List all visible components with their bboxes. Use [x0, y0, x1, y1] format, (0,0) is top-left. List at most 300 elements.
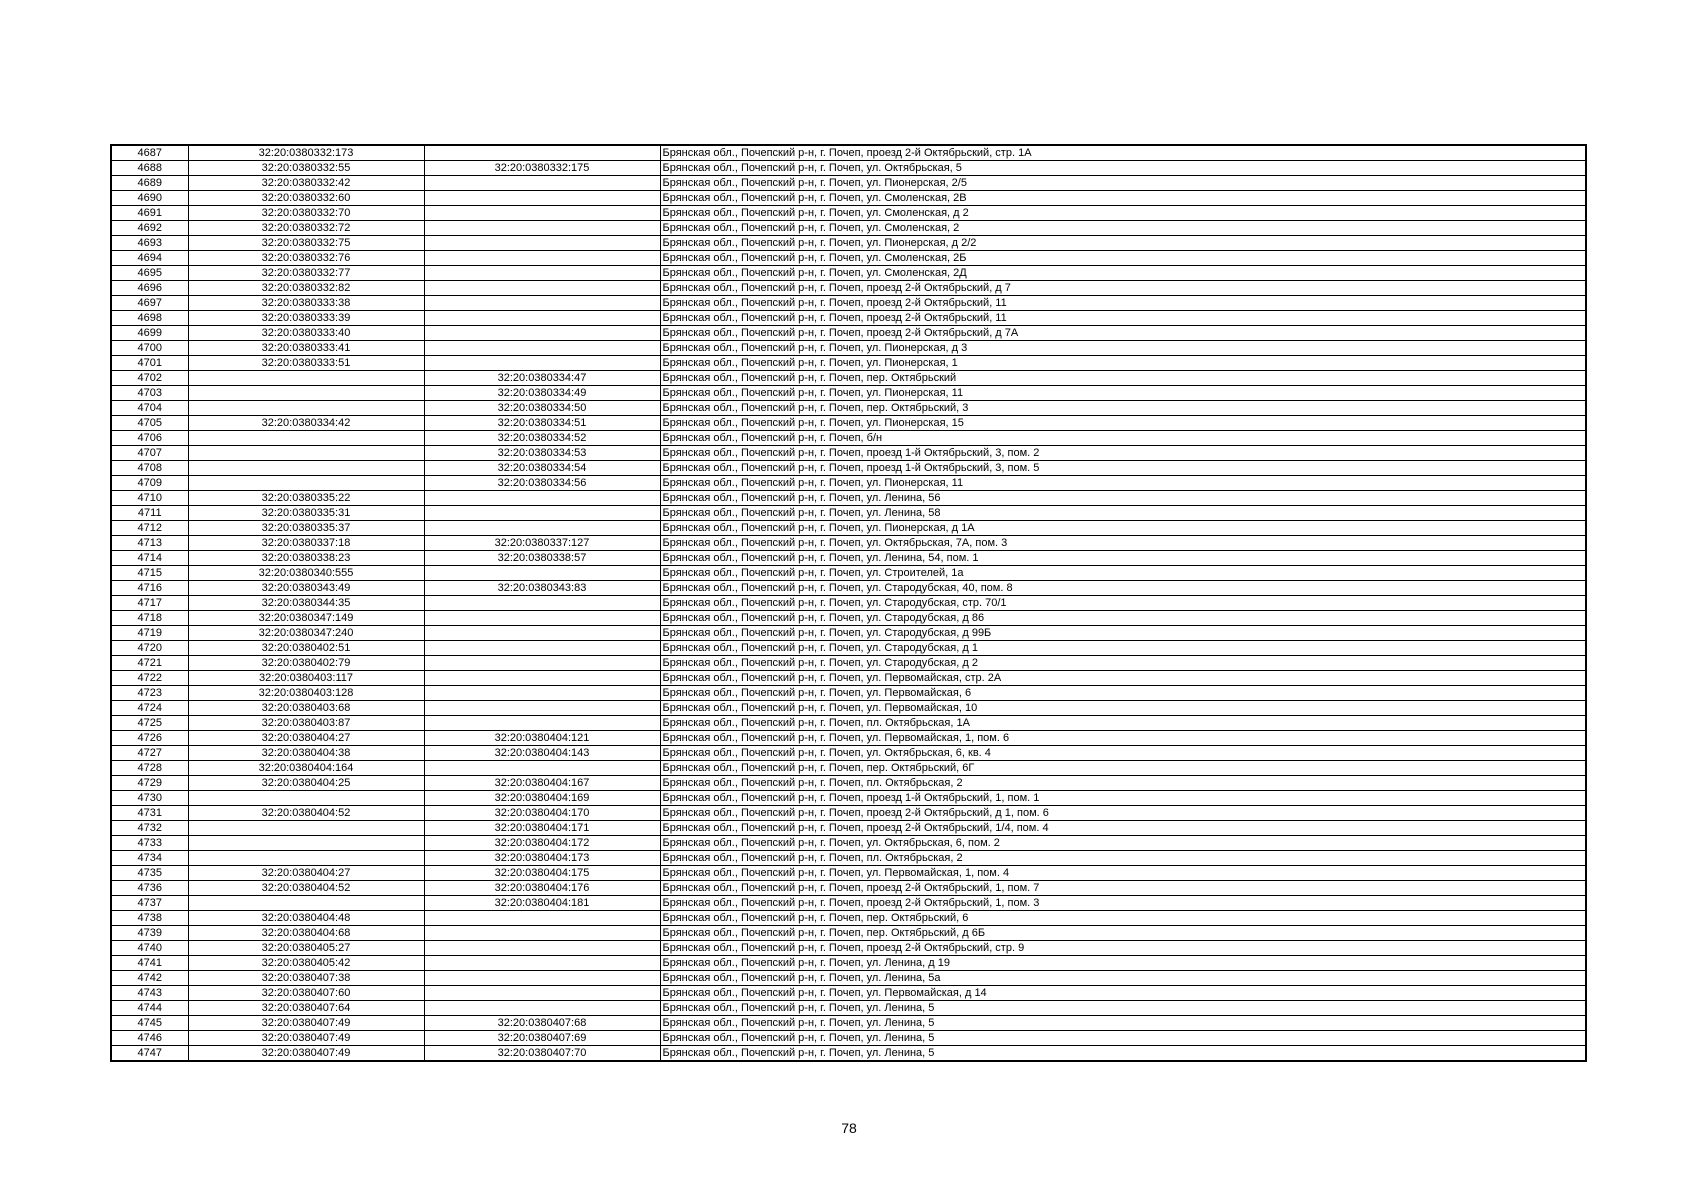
page-number: 78: [841, 1120, 857, 1136]
row-number-cell: 4704: [111, 401, 188, 416]
row-number-cell: 4742: [111, 971, 188, 986]
address-cell: Брянская обл., Почепский р-н, г. Почеп, пер. Октябрьский, 3: [660, 401, 1586, 416]
address-cell: Брянская обл., Почепский р-н, г. Почеп, ул. Первомайская, д 14: [660, 986, 1586, 1001]
table-row: [111, 341, 1586, 356]
row-number-cell: 4702: [111, 371, 188, 386]
row-number-cell: 4719: [111, 626, 188, 641]
row-number-cell: 4733: [111, 836, 188, 851]
row-number-cell: 4722: [111, 671, 188, 686]
address-cell: Брянская обл., Почепский р-н, г. Почеп, ул. Ленина, 5: [660, 1016, 1586, 1031]
table-row: [111, 506, 1586, 521]
row-number-cell: 4728: [111, 761, 188, 776]
cadastral-number-cell: 32:20:0380332:82: [188, 281, 424, 296]
cadastral-number-cell: 32:20:0380332:55: [188, 161, 424, 176]
row-number-cell: 4698: [111, 311, 188, 326]
table-row: [111, 401, 1586, 416]
address-cell: Брянская обл., Почепский р-н, г. Почеп, проезд 2-й Октябрьский, 1/4, пом. 4: [660, 821, 1586, 836]
address-cell: Брянская обл., Почепский р-н, г. Почеп, ул. Стародубская, д 1: [660, 641, 1586, 656]
related-cadastral-number-cell: [424, 1001, 660, 1016]
address-cell: Брянская обл., Почепский р-н, г. Почеп, проезд 1-й Октябрьский, 1, пом. 1: [660, 791, 1586, 806]
related-cadastral-number-cell: 32:20:0380332:175: [424, 161, 660, 176]
address-cell: Брянская обл., Почепский р-н, г. Почеп, проезд 1-й Октябрьский, 3, пом. 2: [660, 446, 1586, 461]
related-cadastral-number-cell: 32:20:0380334:51: [424, 416, 660, 431]
address-cell: Брянская обл., Почепский р-н, г. Почеп, ул. Строителей, 1а: [660, 566, 1586, 581]
table-row: [111, 806, 1586, 821]
related-cadastral-number-cell: [424, 251, 660, 266]
cadastral-number-cell: 32:20:0380407:64: [188, 1001, 424, 1016]
address-cell: Брянская обл., Почепский р-н, г. Почеп, ул. Ленина, 5а: [660, 971, 1586, 986]
related-cadastral-number-cell: 32:20:0380338:57: [424, 551, 660, 566]
table-row: [111, 1031, 1586, 1046]
related-cadastral-number-cell: 32:20:0380404:181: [424, 896, 660, 911]
related-cadastral-number-cell: [424, 761, 660, 776]
related-cadastral-number-cell: [424, 911, 660, 926]
address-cell: Брянская обл., Почепский р-н, г. Почеп, ул. Стародубская, д 2: [660, 656, 1586, 671]
row-number-cell: 4694: [111, 251, 188, 266]
cadastral-number-cell: [188, 821, 424, 836]
row-number-cell: 4745: [111, 1016, 188, 1031]
address-cell: Брянская обл., Почепский р-н, г. Почеп, проезд 2-й Октябрьский, 11: [660, 296, 1586, 311]
address-cell: Брянская обл., Почепский р-н, г. Почеп, пл. Октябрьская, 2: [660, 851, 1586, 866]
cadastral-number-cell: 32:20:0380402:79: [188, 656, 424, 671]
row-number-cell: 4689: [111, 176, 188, 191]
cadastral-number-cell: 32:20:0380343:49: [188, 581, 424, 596]
row-number-cell: 4688: [111, 161, 188, 176]
cadastral-number-cell: 32:20:0380404:68: [188, 926, 424, 941]
related-cadastral-number-cell: [424, 671, 660, 686]
address-cell: Брянская обл., Почепский р-н, г. Почеп, ул. Стародубская, д 99Б: [660, 626, 1586, 641]
row-number-cell: 4735: [111, 866, 188, 881]
related-cadastral-number-cell: [424, 266, 660, 281]
row-number-cell: 4705: [111, 416, 188, 431]
cadastral-number-cell: [188, 851, 424, 866]
related-cadastral-number-cell: 32:20:0380404:171: [424, 821, 660, 836]
address-cell: Брянская обл., Почепский р-н, г. Почеп, ул. Пионерская, д 1А: [660, 521, 1586, 536]
cadastral-number-cell: 32:20:0380407:60: [188, 986, 424, 1001]
related-cadastral-number-cell: [424, 326, 660, 341]
cadastral-number-cell: 32:20:0380332:76: [188, 251, 424, 266]
table-row: [111, 1001, 1586, 1016]
cadastral-number-cell: 32:20:0380335:31: [188, 506, 424, 521]
related-cadastral-number-cell: [424, 971, 660, 986]
related-cadastral-number-cell: [424, 145, 660, 161]
related-cadastral-number-cell: [424, 296, 660, 311]
address-cell: Брянская обл., Почепский р-н, г. Почеп, ул. Октябрьская, 6, пом. 2: [660, 836, 1586, 851]
table-row: [111, 386, 1586, 401]
row-number-cell: 4707: [111, 446, 188, 461]
address-cell: Брянская обл., Почепский р-н, г. Почеп, ул. Стародубская, д 86: [660, 611, 1586, 626]
address-cell: Брянская обл., Почепский р-н, г. Почеп, ул. Пионерская, д 2/2: [660, 236, 1586, 251]
cadastral-number-cell: 32:20:0380335:37: [188, 521, 424, 536]
row-number-cell: 4731: [111, 806, 188, 821]
address-cell: Брянская обл., Почепский р-н, г. Почеп, проезд 1-й Октябрьский, 3, пом. 5: [660, 461, 1586, 476]
row-number-cell: 4695: [111, 266, 188, 281]
related-cadastral-number-cell: 32:20:0380334:56: [424, 476, 660, 491]
cadastral-number-cell: [188, 836, 424, 851]
row-number-cell: 4691: [111, 206, 188, 221]
cadastral-number-cell: 32:20:0380333:40: [188, 326, 424, 341]
address-cell: Брянская обл., Почепский р-н, г. Почеп, ул. Ленина, 5: [660, 1001, 1586, 1016]
table-row: [111, 581, 1586, 596]
related-cadastral-number-cell: [424, 611, 660, 626]
cadastral-number-cell: 32:20:0380407:49: [188, 1016, 424, 1031]
cadastral-number-cell: 32:20:0380404:25: [188, 776, 424, 791]
address-cell: Брянская обл., Почепский р-н, г. Почеп, ул. Пионерская, 11: [660, 476, 1586, 491]
table-row: [111, 776, 1586, 791]
row-number-cell: 4690: [111, 191, 188, 206]
cadastral-number-cell: 32:20:0380333:41: [188, 341, 424, 356]
table-row: [111, 191, 1586, 206]
table-row: [111, 461, 1586, 476]
address-cell: Брянская обл., Почепский р-н, г. Почеп, проезд 2-й Октябрьский, д 7: [660, 281, 1586, 296]
row-number-cell: 4708: [111, 461, 188, 476]
cadastral-number-cell: 32:20:0380347:240: [188, 626, 424, 641]
address-cell: Брянская обл., Почепский р-н, г. Почеп, ул. Ленина, 5: [660, 1031, 1586, 1046]
table-row: [111, 311, 1586, 326]
cadastral-number-cell: 32:20:0380403:87: [188, 716, 424, 731]
address-cell: Брянская обл., Почепский р-н, г. Почеп, ул. Октябрьская, 7А, пом. 3: [660, 536, 1586, 551]
address-cell: Брянская обл., Почепский р-н, г. Почеп, пл. Октябрьская, 2: [660, 776, 1586, 791]
row-number-cell: 4729: [111, 776, 188, 791]
table-row: [111, 701, 1586, 716]
table-row: [111, 971, 1586, 986]
cadastral-number-cell: 32:20:0380333:51: [188, 356, 424, 371]
row-number-cell: 4743: [111, 986, 188, 1001]
address-cell: Брянская обл., Почепский р-н, г. Почеп, пер. Октябрьский: [660, 371, 1586, 386]
cadastral-number-cell: 32:20:0380344:35: [188, 596, 424, 611]
row-number-cell: 4730: [111, 791, 188, 806]
cadastral-number-cell: 32:20:0380332:75: [188, 236, 424, 251]
table-row: [111, 551, 1586, 566]
row-number-cell: 4709: [111, 476, 188, 491]
cadastral-number-cell: 32:20:0380332:70: [188, 206, 424, 221]
table-row: [111, 206, 1586, 221]
address-cell: Брянская обл., Почепский р-н, г. Почеп, ул. Первомайская, 1, пом. 4: [660, 866, 1586, 881]
cadastral-number-cell: 32:20:0380404:27: [188, 866, 424, 881]
related-cadastral-number-cell: [424, 626, 660, 641]
row-number-cell: 4732: [111, 821, 188, 836]
row-number-cell: 4736: [111, 881, 188, 896]
related-cadastral-number-cell: 32:20:0380407:69: [424, 1031, 660, 1046]
related-cadastral-number-cell: [424, 941, 660, 956]
row-number-cell: 4710: [111, 491, 188, 506]
table-row: [111, 941, 1586, 956]
address-cell: Брянская обл., Почепский р-н, г. Почеп, ул. Ленина, 54, пом. 1: [660, 551, 1586, 566]
row-number-cell: 4747: [111, 1046, 188, 1062]
related-cadastral-number-cell: [424, 236, 660, 251]
table-row: [111, 656, 1586, 671]
table-row: [111, 416, 1586, 431]
address-cell: Брянская обл., Почепский р-н, г. Почеп, пер. Октябрьский, 6: [660, 911, 1586, 926]
related-cadastral-number-cell: 32:20:0380404:167: [424, 776, 660, 791]
cadastral-number-cell: [188, 461, 424, 476]
cadastral-number-cell: 32:20:0380403:128: [188, 686, 424, 701]
table-row: [111, 596, 1586, 611]
cadastral-number-cell: 32:20:0380334:42: [188, 416, 424, 431]
table-row: [111, 566, 1586, 581]
table-row: [111, 746, 1586, 761]
row-number-cell: 4699: [111, 326, 188, 341]
address-cell: Брянская обл., Почепский р-н, г. Почеп, пер. Октябрьский, 6Г: [660, 761, 1586, 776]
related-cadastral-number-cell: [424, 986, 660, 1001]
related-cadastral-number-cell: 32:20:0380404:175: [424, 866, 660, 881]
cadastral-number-cell: 32:20:0380332:173: [188, 145, 424, 161]
address-cell: Брянская обл., Почепский р-н, г. Почеп, ул. Ленина, д 19: [660, 956, 1586, 971]
cadastral-number-cell: 32:20:0380404:38: [188, 746, 424, 761]
related-cadastral-number-cell: 32:20:0380404:169: [424, 791, 660, 806]
cadastral-number-cell: 32:20:0380404:27: [188, 731, 424, 746]
cadastral-number-cell: 32:20:0380405:42: [188, 956, 424, 971]
table-row: [111, 356, 1586, 371]
table-row: [111, 1016, 1586, 1031]
related-cadastral-number-cell: [424, 356, 660, 371]
row-number-cell: 4697: [111, 296, 188, 311]
related-cadastral-number-cell: 32:20:0380404:172: [424, 836, 660, 851]
cadastral-number-cell: 32:20:0380332:72: [188, 221, 424, 236]
row-number-cell: 4715: [111, 566, 188, 581]
related-cadastral-number-cell: [424, 341, 660, 356]
table-row: [111, 326, 1586, 341]
address-cell: Брянская обл., Почепский р-н, г. Почеп, ул. Пионерская, 15: [660, 416, 1586, 431]
table-row: [111, 266, 1586, 281]
table-row: [111, 281, 1586, 296]
address-cell: Брянская обл., Почепский р-н, г. Почеп, проезд 2-й Октябрьский, стр. 9: [660, 941, 1586, 956]
address-cell: Брянская обл., Почепский р-н, г. Почеп, ул. Смоленская, 2Д: [660, 266, 1586, 281]
related-cadastral-number-cell: [424, 686, 660, 701]
cadastral-table: [110, 144, 1587, 1062]
row-number-cell: 4714: [111, 551, 188, 566]
related-cadastral-number-cell: 32:20:0380404:143: [424, 746, 660, 761]
row-number-cell: 4721: [111, 656, 188, 671]
row-number-cell: 4711: [111, 506, 188, 521]
related-cadastral-number-cell: 32:20:0380334:49: [424, 386, 660, 401]
cadastral-number-cell: 32:20:0380402:51: [188, 641, 424, 656]
address-cell: Брянская обл., Почепский р-н, г. Почеп, проезд 2-й Октябрьский, 1, пом. 3: [660, 896, 1586, 911]
row-number-cell: 4725: [111, 716, 188, 731]
table-row: [111, 686, 1586, 701]
row-number-cell: 4717: [111, 596, 188, 611]
address-cell: Брянская обл., Почепский р-н, г. Почеп, проезд 2-й Октябрьский, стр. 1А: [660, 145, 1586, 161]
table-row: [111, 881, 1586, 896]
address-cell: Брянская обл., Почепский р-н, г. Почеп, ул. Пионерская, 11: [660, 386, 1586, 401]
cadastral-number-cell: 32:20:0380403:117: [188, 671, 424, 686]
address-cell: Брянская обл., Почепский р-н, г. Почеп, проезд 2-й Октябрьский, 1, пом. 7: [660, 881, 1586, 896]
row-number-cell: 4718: [111, 611, 188, 626]
related-cadastral-number-cell: [424, 596, 660, 611]
table-row: [111, 221, 1586, 236]
cadastral-number-cell: 32:20:0380332:42: [188, 176, 424, 191]
address-cell: Брянская обл., Почепский р-н, г. Почеп, ул. Смоленская, 2В: [660, 191, 1586, 206]
table-row: [111, 836, 1586, 851]
cadastral-number-cell: 32:20:0380407:49: [188, 1031, 424, 1046]
row-number-cell: 4706: [111, 431, 188, 446]
table-row: [111, 956, 1586, 971]
cadastral-number-cell: 32:20:0380407:38: [188, 971, 424, 986]
related-cadastral-number-cell: [424, 176, 660, 191]
address-cell: Брянская обл., Почепский р-н, г. Почеп, пер. Октябрьский, д 6Б: [660, 926, 1586, 941]
row-number-cell: 4696: [111, 281, 188, 296]
address-cell: Брянская обл., Почепский р-н, г. Почеп, б/н: [660, 431, 1586, 446]
cadastral-number-cell: [188, 446, 424, 461]
table-row: [111, 926, 1586, 941]
address-cell: Брянская обл., Почепский р-н, г. Почеп, ул. Пионерская, д 3: [660, 341, 1586, 356]
address-cell: Брянская обл., Почепский р-н, г. Почеп, ул. Первомайская, 6: [660, 686, 1586, 701]
table-row: [111, 611, 1586, 626]
table-row: [111, 986, 1586, 1001]
related-cadastral-number-cell: 32:20:0380407:68: [424, 1016, 660, 1031]
related-cadastral-number-cell: [424, 506, 660, 521]
address-cell: Брянская обл., Почепский р-н, г. Почеп, ул. Октябрьская, 6, кв. 4: [660, 746, 1586, 761]
table-row: [111, 731, 1586, 746]
related-cadastral-number-cell: 32:20:0380404:176: [424, 881, 660, 896]
related-cadastral-number-cell: [424, 926, 660, 941]
related-cadastral-number-cell: 32:20:0380334:53: [424, 446, 660, 461]
table-row: [111, 491, 1586, 506]
cadastral-number-cell: 32:20:0380404:164: [188, 761, 424, 776]
row-number-cell: 4687: [111, 145, 188, 161]
table-row: [111, 251, 1586, 266]
related-cadastral-number-cell: 32:20:0380334:50: [424, 401, 660, 416]
table-row: [111, 1046, 1586, 1062]
related-cadastral-number-cell: 32:20:0380334:52: [424, 431, 660, 446]
table-row: [111, 716, 1586, 731]
related-cadastral-number-cell: [424, 311, 660, 326]
related-cadastral-number-cell: [424, 281, 660, 296]
cadastral-number-cell: [188, 791, 424, 806]
related-cadastral-number-cell: 32:20:0380404:121: [424, 731, 660, 746]
related-cadastral-number-cell: 32:20:0380343:83: [424, 581, 660, 596]
table-row: [111, 521, 1586, 536]
table-row: [111, 176, 1586, 191]
related-cadastral-number-cell: [424, 956, 660, 971]
row-number-cell: 4738: [111, 911, 188, 926]
row-number-cell: 4746: [111, 1031, 188, 1046]
table-row: [111, 446, 1586, 461]
table-row: [111, 761, 1586, 776]
address-cell: Брянская обл., Почепский р-н, г. Почеп, ул. Ленина, 5: [660, 1046, 1586, 1062]
related-cadastral-number-cell: 32:20:0380334:47: [424, 371, 660, 386]
related-cadastral-number-cell: [424, 641, 660, 656]
related-cadastral-number-cell: [424, 191, 660, 206]
cadastral-number-cell: [188, 371, 424, 386]
address-cell: Брянская обл., Почепский р-н, г. Почеп, проезд 2-й Октябрьский, 11: [660, 311, 1586, 326]
cadastral-number-cell: 32:20:0380403:68: [188, 701, 424, 716]
cadastral-number-cell: 32:20:0380340:555: [188, 566, 424, 581]
cadastral-number-cell: 32:20:0380332:77: [188, 266, 424, 281]
row-number-cell: 4741: [111, 956, 188, 971]
cadastral-number-cell: 32:20:0380404:48: [188, 911, 424, 926]
row-number-cell: 4737: [111, 896, 188, 911]
cadastral-number-cell: 32:20:0380333:39: [188, 311, 424, 326]
address-cell: Брянская обл., Почепский р-н, г. Почеп, ул. Первомайская, 1, пом. 6: [660, 731, 1586, 746]
address-cell: Брянская обл., Почепский р-н, г. Почеп, ул. Ленина, 58: [660, 506, 1586, 521]
related-cadastral-number-cell: 32:20:0380407:70: [424, 1046, 660, 1062]
table-row: [111, 371, 1586, 386]
address-cell: Брянская обл., Почепский р-н, г. Почеп, ул. Первомайская, 10: [660, 701, 1586, 716]
address-cell: Брянская обл., Почепский р-н, г. Почеп, ул. Стародубская, стр. 70/1: [660, 596, 1586, 611]
related-cadastral-number-cell: [424, 206, 660, 221]
cadastral-number-cell: 32:20:0380347:149: [188, 611, 424, 626]
cadastral-number-cell: [188, 386, 424, 401]
row-number-cell: 4734: [111, 851, 188, 866]
address-cell: Брянская обл., Почепский р-н, г. Почеп, ул. Первомайская, стр. 2А: [660, 671, 1586, 686]
row-number-cell: 4740: [111, 941, 188, 956]
table-row: [111, 866, 1586, 881]
cadastral-number-cell: 32:20:0380404:52: [188, 806, 424, 821]
row-number-cell: 4720: [111, 641, 188, 656]
cadastral-number-cell: 32:20:0380333:38: [188, 296, 424, 311]
table-row: [111, 161, 1586, 176]
address-cell: Брянская обл., Почепский р-н, г. Почеп, ул. Стародубская, 40, пом. 8: [660, 581, 1586, 596]
related-cadastral-number-cell: 32:20:0380334:54: [424, 461, 660, 476]
cadastral-number-cell: [188, 431, 424, 446]
address-cell: Брянская обл., Почепский р-н, г. Почеп, проезд 2-й Октябрьский, д 1, пом. 6: [660, 806, 1586, 821]
table-row: [111, 476, 1586, 491]
related-cadastral-number-cell: [424, 701, 660, 716]
address-cell: Брянская обл., Почепский р-н, г. Почеп, ул. Смоленская, 2Б: [660, 251, 1586, 266]
address-cell: Брянская обл., Почепский р-н, г. Почеп, ул. Пионерская, 1: [660, 356, 1586, 371]
related-cadastral-number-cell: [424, 491, 660, 506]
address-cell: Брянская обл., Почепский р-н, г. Почеп, ул. Смоленская, д 2: [660, 206, 1586, 221]
related-cadastral-number-cell: 32:20:0380404:170: [424, 806, 660, 821]
cadastral-number-cell: [188, 476, 424, 491]
related-cadastral-number-cell: [424, 521, 660, 536]
table-row: [111, 911, 1586, 926]
address-cell: Брянская обл., Почепский р-н, г. Почеп, ул. Ленина, 56: [660, 491, 1586, 506]
cadastral-number-cell: [188, 896, 424, 911]
row-number-cell: 4727: [111, 746, 188, 761]
table-row: [111, 821, 1586, 836]
cadastral-number-cell: [188, 401, 424, 416]
row-number-cell: 4712: [111, 521, 188, 536]
cadastral-number-cell: 32:20:0380335:22: [188, 491, 424, 506]
cadastral-number-cell: 32:20:0380405:27: [188, 941, 424, 956]
cadastral-number-cell: 32:20:0380338:23: [188, 551, 424, 566]
cadastral-number-cell: 32:20:0380332:60: [188, 191, 424, 206]
related-cadastral-number-cell: [424, 716, 660, 731]
related-cadastral-number-cell: [424, 566, 660, 581]
related-cadastral-number-cell: 32:20:0380337:127: [424, 536, 660, 551]
cadastral-number-cell: 32:20:0380407:49: [188, 1046, 424, 1062]
table-row: [111, 641, 1586, 656]
related-cadastral-number-cell: [424, 656, 660, 671]
table-row: [111, 536, 1586, 551]
row-number-cell: 4739: [111, 926, 188, 941]
row-number-cell: 4693: [111, 236, 188, 251]
row-number-cell: 4700: [111, 341, 188, 356]
row-number-cell: 4701: [111, 356, 188, 371]
address-cell: Брянская обл., Почепский р-н, г. Почеп, ул. Октябрьская, 5: [660, 161, 1586, 176]
table-row: [111, 431, 1586, 446]
table-body: [111, 145, 1586, 1061]
address-cell: Брянская обл., Почепский р-н, г. Почеп, проезд 2-й Октябрьский, д 7А: [660, 326, 1586, 341]
row-number-cell: 4716: [111, 581, 188, 596]
row-number-cell: 4726: [111, 731, 188, 746]
table-row: [111, 145, 1586, 161]
row-number-cell: 4724: [111, 701, 188, 716]
address-cell: Брянская обл., Почепский р-н, г. Почеп, ул. Смоленская, 2: [660, 221, 1586, 236]
table-row: [111, 671, 1586, 686]
cadastral-number-cell: 32:20:0380337:18: [188, 536, 424, 551]
related-cadastral-number-cell: 32:20:0380404:173: [424, 851, 660, 866]
table-row: [111, 626, 1586, 641]
address-cell: Брянская обл., Почепский р-н, г. Почеп, ул. Пионерская, 2/5: [660, 176, 1586, 191]
cadastral-number-cell: 32:20:0380404:52: [188, 881, 424, 896]
table-row: [111, 236, 1586, 251]
table-row: [111, 896, 1586, 911]
row-number-cell: 4713: [111, 536, 188, 551]
table-row: [111, 851, 1586, 866]
